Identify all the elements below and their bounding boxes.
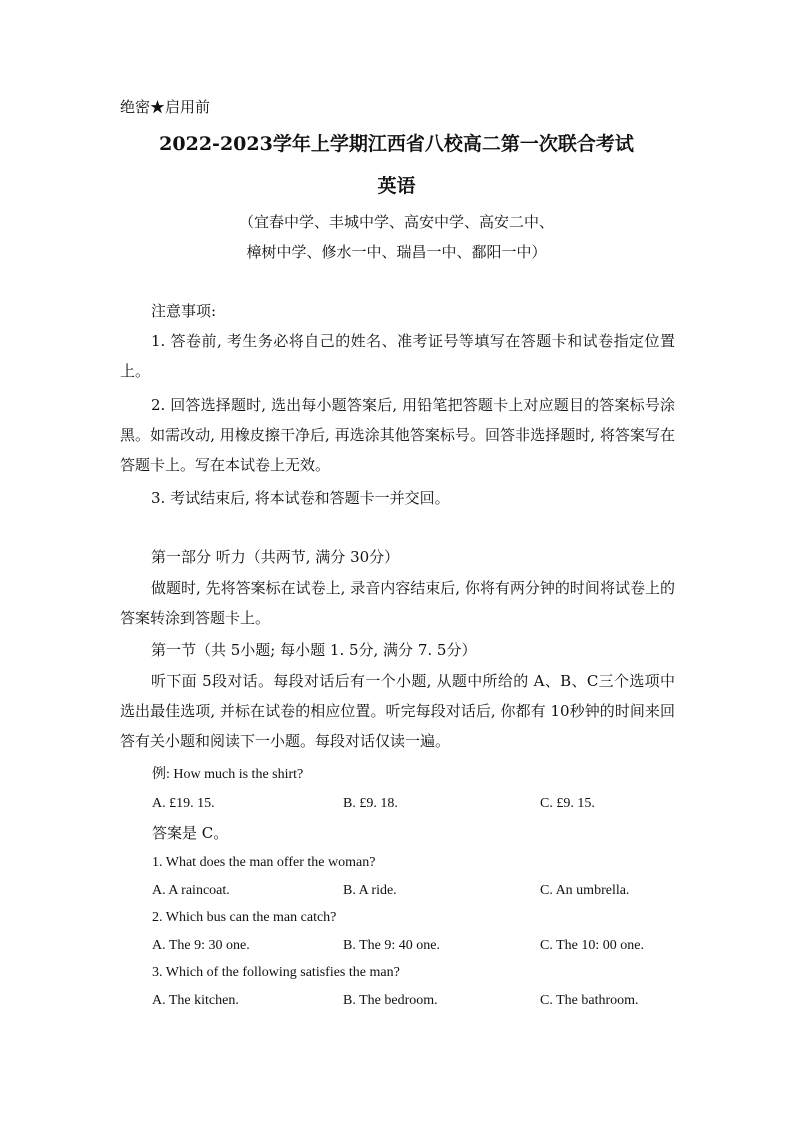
example-answer: 答案是 C。 (152, 824, 229, 842)
secret-mark: 绝密★启用前 (120, 98, 211, 116)
question-1: 1. What does the man offer the woman? (152, 855, 376, 870)
notice-item-3: 3. 考试结束后, 将本试卷和答题卡一并交回。 (151, 489, 450, 507)
notice-heading: 注意事项: (151, 302, 217, 320)
example-question: 例: How much is the shirt? (152, 767, 304, 782)
question-3-option-a: A. The kitchen. (152, 993, 239, 1008)
example-option-c: C. £9. 15. (540, 796, 595, 811)
example-option-a: A. £19. 15. (152, 796, 215, 811)
question-3-option-c: C. The bathroom. (540, 993, 639, 1008)
section1-instruction: 听下面 5段对话。每段对话后有一个小题, 从题中所给的 A、B、C三个选项中选出最佳选项, 并标在试卷的相应位置。听完每段对话后, 你都有 10秒钟的时间来回答有关小题和阅读下一小题。每段对话仅读一遍。 (120, 672, 675, 750)
question-2-option-c: C. The 10: 00 one. (540, 938, 644, 953)
question-1-option-c: C. An umbrella. (540, 883, 630, 898)
part1-heading: 第一部分 听力（共两节, 满分 30分） (151, 548, 400, 566)
notice-item-2: 2. 回答选择题时, 选出每小题答案后, 用铅笔把答题卡上对应题目的答案标号涂黑。如需改动, 用橡皮擦干净后, 再选涂其他答案标号。回答非选择题时, 将答案写在答题卡上。写在本试卷上无效。 (120, 396, 675, 474)
example-option-b: B. £9. 18. (343, 796, 398, 811)
part1-instruction: 做题时, 先将答案标在试卷上, 录音内容结束后, 你将有两分钟的时间将试卷上的答案转涂到答题卡上。 (120, 579, 675, 627)
subject-title: 英语 (377, 175, 416, 197)
question-1-option-a: A. A raincoat. (152, 883, 230, 898)
question-3-option-b: B. The bedroom. (343, 993, 438, 1008)
section1-heading: 第一节（共 5小题; 每小题 1. 5分, 满分 7. 5分） (151, 641, 477, 659)
question-2-option-a: A. The 9: 30 one. (152, 938, 250, 953)
question-2: 2. Which bus can the man catch? (152, 910, 337, 925)
exam-title: 2022-2023学年上学期江西省八校高二第一次联合考试 (159, 133, 634, 155)
question-1-option-b: B. A ride. (343, 883, 397, 898)
question-2-option-b: B. The 9: 40 one. (343, 938, 440, 953)
schools-line-2: 樟树中学、修水一中、瑞昌一中、鄱阳一中） (246, 243, 547, 261)
question-3: 3. Which of the following satisfies the man? (152, 965, 400, 980)
notice-item-1: 1. 答卷前, 考生务必将自己的姓名、准考证号等填写在答题卡和试卷指定位置上。 (120, 332, 675, 380)
schools-line-1: （宜春中学、丰城中学、高安中学、高安二中、 (238, 213, 554, 231)
